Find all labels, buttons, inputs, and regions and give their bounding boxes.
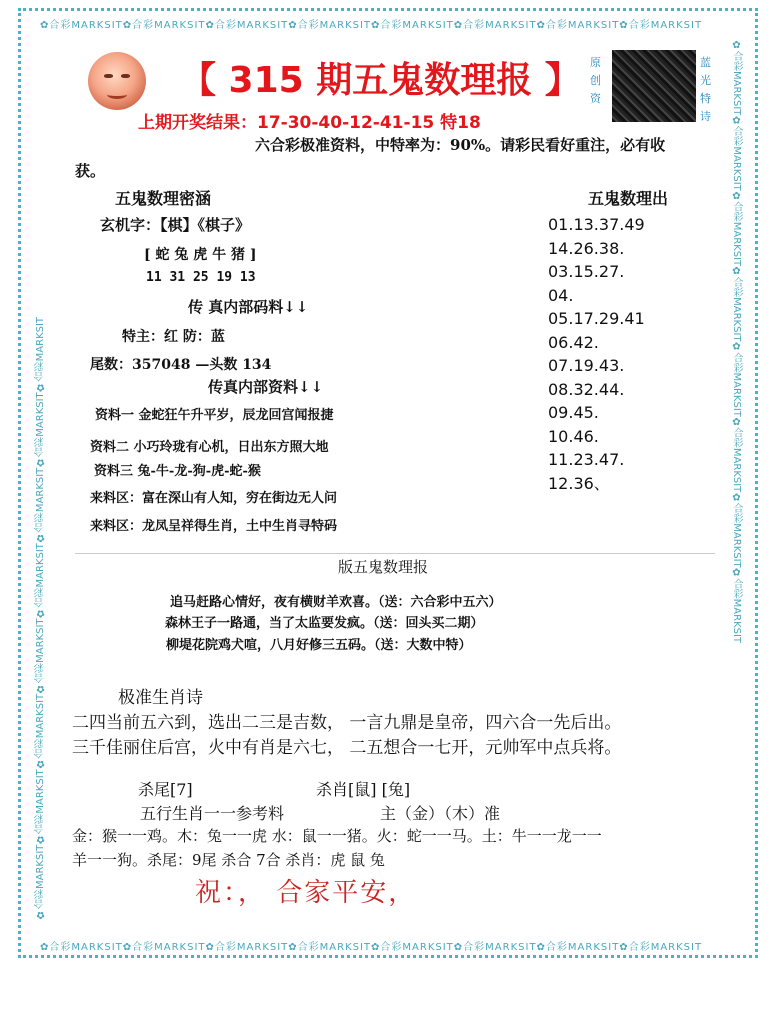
border-text-top: ✿合彩MARKSIT✿合彩MARKSIT✿合彩MARKSIT✿合彩MARKSIT✿合彩MARKSIT✿合彩MARKSIT✿合彩MARKSIT✿合彩MARKSIT bbox=[40, 20, 703, 31]
number-row: 09.45. bbox=[548, 403, 599, 422]
tezhu-text: 特主：红 防：蓝 bbox=[122, 329, 225, 345]
number-row: 14.26.38. bbox=[548, 238, 625, 258]
right-heading: 五鬼数理出 bbox=[588, 189, 669, 208]
last-draw-result: 上期开奖结果：17-30-40-12-41-15 特18 bbox=[138, 113, 481, 133]
number-row: 08.32.44. bbox=[548, 379, 625, 399]
section-divider bbox=[75, 553, 715, 554]
intro-line-1: 六合彩极准资料，中特率为：90%。请彩民看好重注，必有收 bbox=[255, 136, 666, 154]
number-row: 12.36、 bbox=[548, 473, 610, 493]
source-area-1: 来料区：富在深山有人知，穷在街边无人问 bbox=[90, 491, 338, 506]
wuxing-text: 五行生肖一一参考料 bbox=[140, 804, 285, 823]
number-row: 03.15.27. bbox=[548, 262, 625, 281]
mascot-face-icon bbox=[88, 52, 146, 110]
data-item-3: 资料三 兔-牛-龙-狗-虎-蛇-猴 bbox=[94, 464, 261, 479]
number-row: 01.13.37.49 bbox=[548, 215, 645, 234]
weishu-text: 尾数：357048 —头数 134 bbox=[90, 357, 272, 373]
qr-code-icon bbox=[612, 50, 696, 122]
shaxiao-text: 杀肖[鼠] [兔] bbox=[316, 780, 411, 799]
poem-line-2: 三千佳丽住后宫，火中有肖是六七， 二五想合一七开，元帅军中点兵将。 bbox=[72, 738, 622, 758]
border-text-bottom: ✿合彩MARKSIT✿合彩MARKSIT✿合彩MARKSIT✿合彩MARKSIT✿合彩MARKSIT✿合彩MARKSIT✿合彩MARKSIT✿合彩MARKSIT bbox=[40, 942, 703, 953]
number-row: 04. bbox=[548, 285, 574, 305]
left-heading: 五鬼数理密涵 bbox=[115, 189, 212, 208]
source-area-2: 来料区：龙凤呈祥得生肖，土中生肖寻特码 bbox=[90, 519, 338, 534]
qr-side-label-left: 原创资 bbox=[590, 56, 601, 105]
number-row: 05.17.29.41 bbox=[548, 309, 645, 328]
poem-heading: 极准生肖诗 bbox=[118, 688, 203, 708]
five-elements-line-1: 金：猴一一鸡。木：兔一一虎 水：鼠一一猪。火：蛇一一马。土：牛一一龙一一 bbox=[72, 827, 602, 845]
fax-data-heading: 传真内部资料↓↓ bbox=[208, 378, 324, 396]
section2-heading: 版五鬼数理报 bbox=[338, 558, 429, 576]
verse-1: 追马赶路心情好，夜有横财羊欢喜。（送：六合彩中五六） bbox=[170, 595, 502, 610]
intro-line-2: 获。 bbox=[75, 162, 106, 180]
qr-side-label-right: 蓝光特诗 bbox=[700, 56, 711, 123]
qr-code-block bbox=[590, 50, 718, 122]
number-row: 10.46. bbox=[548, 426, 599, 446]
data-item-2: 资料二 小巧玲珑有心机，日出东方照大地 bbox=[90, 440, 329, 455]
border-text-right: ✿合彩MARKSIT✿合彩MARKSIT✿合彩MARKSIT✿合彩MARKSIT✿合彩MARKSIT✿合彩MARKSIT✿合彩MARKSIT✿合彩MARKSIT bbox=[731, 40, 742, 644]
verse-3: 柳堤花院鸡犬喧，八月好修三五码。（送：大数中特） bbox=[166, 638, 472, 653]
shawei-text: 杀尾[7] bbox=[138, 780, 193, 799]
verse-2: 森林王子一路通，当了太监要发疯。（送：回头买二期） bbox=[165, 616, 484, 631]
five-elements-line-2: 羊一一狗。杀尾：9尾 杀合 7合 杀肖：虎 鼠 兔 bbox=[72, 851, 385, 869]
zodiac-list: [ 蛇 兔 虎 牛 猪 ] bbox=[144, 247, 257, 263]
zhu-text: 主（金）（木）准 bbox=[380, 804, 501, 823]
number-row: 07.19.43. bbox=[548, 356, 625, 375]
page-title: 【 315 期五鬼数理报 】 bbox=[180, 60, 581, 101]
number-row: 06.42. bbox=[548, 332, 599, 352]
zodiac-numbers: 11 31 25 19 13 bbox=[146, 270, 256, 285]
number-list bbox=[548, 213, 645, 495]
xuanji-text: 玄机字：【棋】《棋子》 bbox=[100, 216, 251, 234]
number-row: 11.23.47. bbox=[548, 450, 625, 469]
fax-code-heading: 传 真内部码料↓↓ bbox=[188, 298, 309, 316]
blessing-text: 祝：， 合家平安， bbox=[195, 878, 417, 908]
poem-line-1: 二四当前五六到，选出二三是吉数， 一言九鼎是皇帝，四六合一先后出。 bbox=[72, 713, 622, 733]
data-item-1: 资料一 金蛇狂午升平岁，辰龙回宫闻报捷 bbox=[95, 408, 334, 423]
border-text-left: ✿合彩MARKSIT✿合彩MARKSIT✿合彩MARKSIT✿合彩MARKSIT✿合彩MARKSIT✿合彩MARKSIT✿合彩MARKSIT✿合彩MARKSIT bbox=[35, 316, 46, 920]
